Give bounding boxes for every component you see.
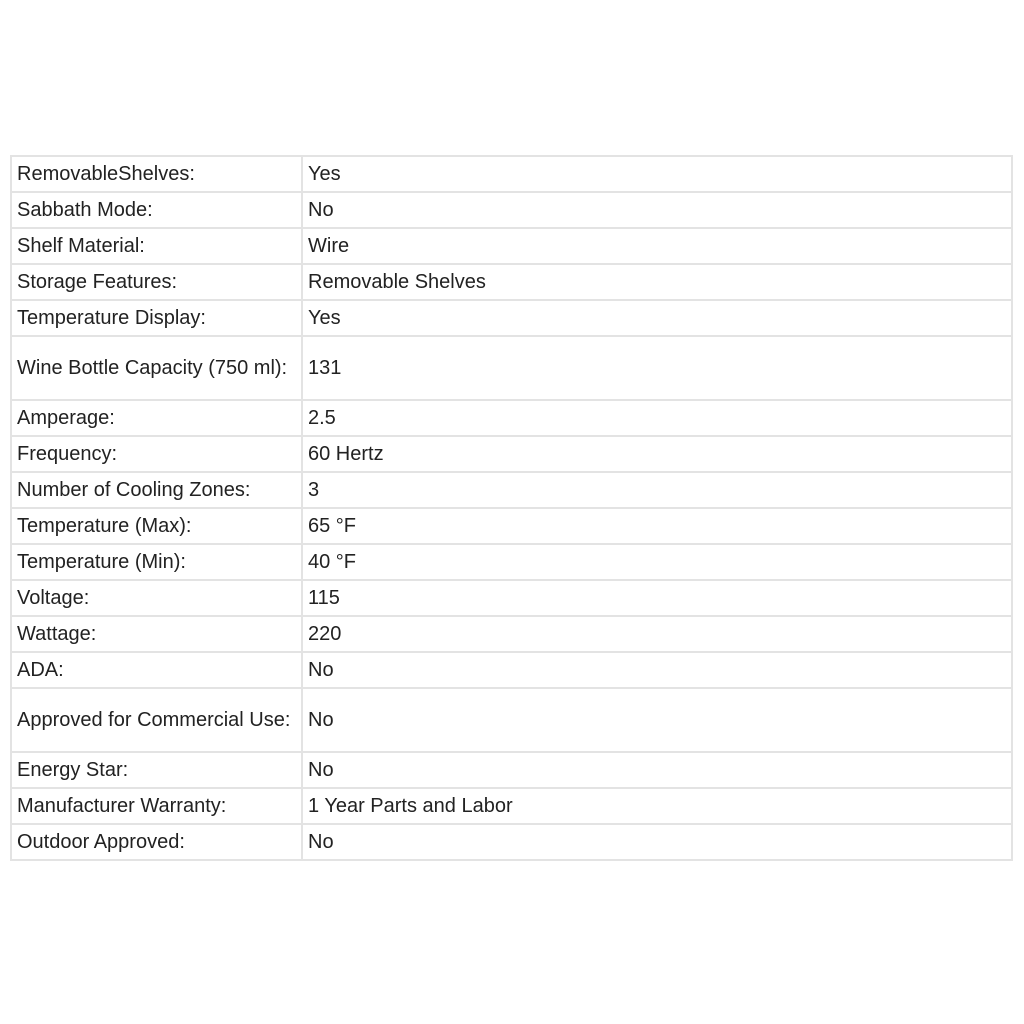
spec-value: No bbox=[302, 824, 1012, 860]
spec-row-temperature-min bbox=[11, 544, 1012, 580]
spec-value: 3 bbox=[302, 472, 1012, 508]
spec-row-outdoor-approved bbox=[11, 824, 1012, 860]
spec-label: Shelf Material: bbox=[11, 228, 302, 264]
spec-row-cooling-zones bbox=[11, 472, 1012, 508]
spec-value: No bbox=[302, 192, 1012, 228]
spec-label: Temperature (Max): bbox=[11, 508, 302, 544]
spec-row-amperage bbox=[11, 400, 1012, 436]
spec-label: Temperature (Min): bbox=[11, 544, 302, 580]
spec-row-voltage bbox=[11, 580, 1012, 616]
spec-row-temperature-display bbox=[11, 300, 1012, 336]
spec-row-wattage bbox=[11, 616, 1012, 652]
specifications-table bbox=[10, 155, 1013, 861]
spec-label: Number of Cooling Zones: bbox=[11, 472, 302, 508]
spec-label: Manufacturer Warranty: bbox=[11, 788, 302, 824]
spec-value: 2.5 bbox=[302, 400, 1012, 436]
spec-row-ada bbox=[11, 652, 1012, 688]
spec-value: 60 Hertz bbox=[302, 436, 1012, 472]
spec-row-sabbath-mode bbox=[11, 192, 1012, 228]
spec-row-frequency bbox=[11, 436, 1012, 472]
spec-row-commercial-use bbox=[11, 688, 1012, 752]
spec-row-wine-bottle-capacity bbox=[11, 336, 1012, 400]
spec-label: Storage Features: bbox=[11, 264, 302, 300]
spec-value: 220 bbox=[302, 616, 1012, 652]
spec-label: Amperage: bbox=[11, 400, 302, 436]
spec-label: Wine Bottle Capacity (750 ml): bbox=[11, 336, 302, 400]
spec-value: 40 °F bbox=[302, 544, 1012, 580]
spec-label: Sabbath Mode: bbox=[11, 192, 302, 228]
spec-row-temperature-max bbox=[11, 508, 1012, 544]
spec-value: Removable Shelves bbox=[302, 264, 1012, 300]
spec-label: Temperature Display: bbox=[11, 300, 302, 336]
spec-row-energy-star bbox=[11, 752, 1012, 788]
spec-label: Outdoor Approved: bbox=[11, 824, 302, 860]
specifications-table-body bbox=[11, 156, 1012, 860]
spec-row-removable-shelves bbox=[11, 156, 1012, 192]
spec-value: 1 Year Parts and Labor bbox=[302, 788, 1012, 824]
spec-label: ADA: bbox=[11, 652, 302, 688]
spec-value: 131 bbox=[302, 336, 1012, 400]
spec-value: Yes bbox=[302, 156, 1012, 192]
spec-value: 115 bbox=[302, 580, 1012, 616]
spec-row-storage-features bbox=[11, 264, 1012, 300]
spec-label: RemovableShelves: bbox=[11, 156, 302, 192]
spec-label: Frequency: bbox=[11, 436, 302, 472]
spec-value: 65 °F bbox=[302, 508, 1012, 544]
spec-value: No bbox=[302, 652, 1012, 688]
spec-row-shelf-material bbox=[11, 228, 1012, 264]
spec-label: Approved for Commercial Use: bbox=[11, 688, 302, 752]
spec-value: No bbox=[302, 688, 1012, 752]
spec-value: Yes bbox=[302, 300, 1012, 336]
spec-label: Voltage: bbox=[11, 580, 302, 616]
spec-row-manufacturer-warranty bbox=[11, 788, 1012, 824]
spec-value: No bbox=[302, 752, 1012, 788]
spec-label: Energy Star: bbox=[11, 752, 302, 788]
spec-value: Wire bbox=[302, 228, 1012, 264]
spec-label: Wattage: bbox=[11, 616, 302, 652]
